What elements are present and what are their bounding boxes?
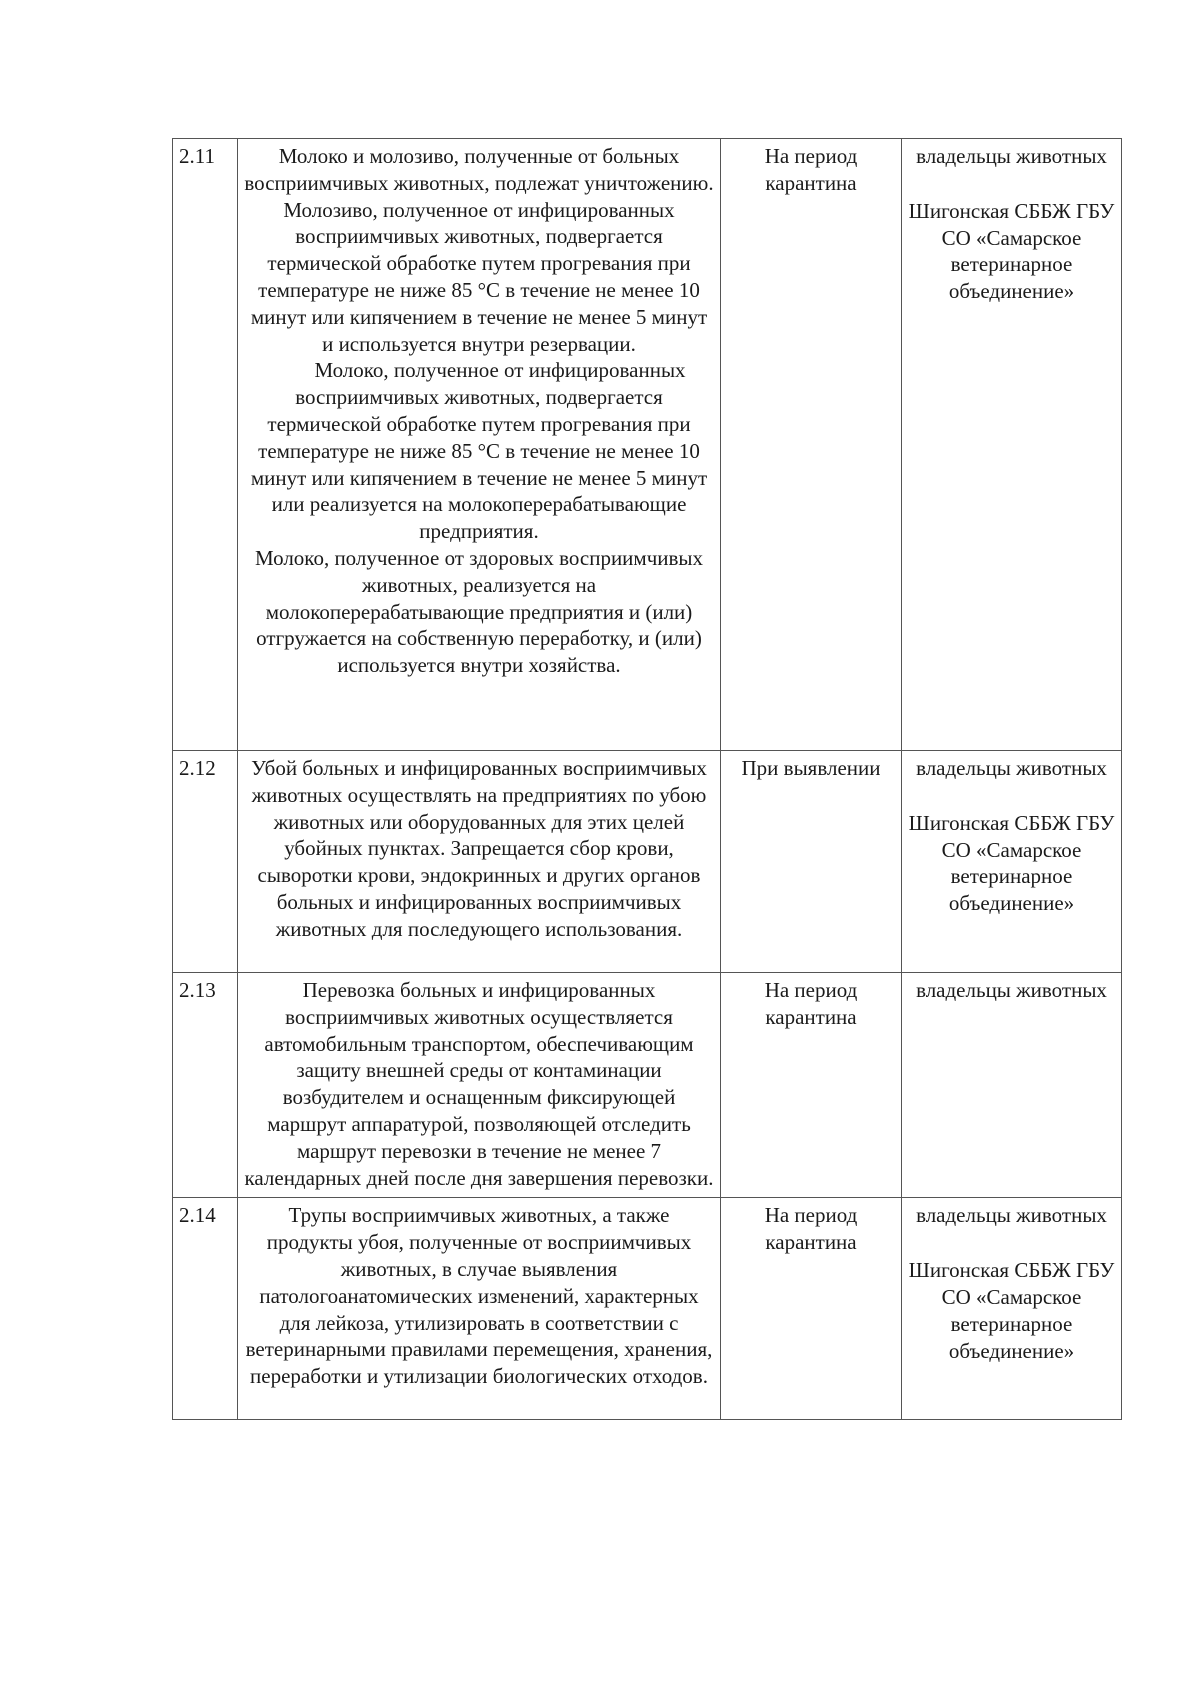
table-row — [173, 973, 1122, 1198]
table-row — [173, 139, 1122, 751]
description-paragraph: Убой больных и инфицированных восприимчивых животных осуществлять на предприятиях по убою животных или оборудованных для этих целей убойных пунктах. Запрещается сбор крови, сыворотки крови, эндокринных и других органов больных и инфицированных восприимчивых животных для последующего использования. — [251, 756, 707, 941]
row-number: 2.14 — [173, 1198, 238, 1420]
measure-description — [238, 1198, 721, 1420]
responsible-organization: Шигонская СББЖ ГБУ СО «Самарское ветеринарное объединение» — [908, 810, 1115, 916]
responsible-owner: владельцы животных — [916, 144, 1107, 168]
measure-description — [238, 973, 721, 1198]
measure-description — [238, 139, 721, 751]
description-paragraph: Трупы восприимчивых животных, а также продукты убоя, полученные от восприимчивых животных, в случае выявления патологоанатомических изменений, характерных для лейкоза, утилизировать в соответствии с ветеринарными правилами перемещения, хранения, переработки и утилизации биологических отходов. — [245, 1203, 713, 1389]
row-number: 2.12 — [173, 751, 238, 973]
row-number: 2.13 — [173, 973, 238, 1198]
responsible-organization: Шигонская СББЖ ГБУ СО «Самарское ветеринарное объединение» — [908, 1258, 1115, 1363]
description-paragraph: Перевозка больных и инфицированных восприимчивых животных осуществляется автомобильным транспортом, обеспечивающим защиту внешней среды от контаминации возбудителем и оснащенным фиксирующей маршрут аппаратурой, позволяющей отследить маршрут перевозки в течение не менее 7 календарных дней после дня завершения перевозки. — [244, 978, 714, 1190]
description-paragraph: Молоко, полученное от здоровых восприимчивых животных, реализуется на молокоперерабатывающие предприятия и (или) отгружается на собственную переработку, и (или) используется внутри хозяйства. — [254, 545, 704, 678]
table-row — [173, 1198, 1122, 1420]
measure-responsible — [902, 1198, 1122, 1420]
responsible-organization: Шигонская СББЖ ГБУ СО «Самарское ветеринарное объединение» — [908, 198, 1115, 304]
measure-period: При выявлении — [721, 751, 902, 973]
measure-period: На период карантина — [721, 1198, 902, 1420]
measure-responsible — [902, 139, 1122, 751]
measure-period: На период карантина — [721, 139, 902, 751]
responsible-owner: владельцы животных — [916, 978, 1107, 1002]
measure-responsible — [902, 751, 1122, 973]
description-paragraph: Молоко, полученное от инфицированных восприимчивых животных, подвергается термической обработке путем прогревания при температуре не ниже 85 °С в течение не менее 10 минут или кипячением в течение не менее 5 минут или реализуется на молокоперерабатывающие предприятия. — [250, 358, 708, 544]
row-number: 2.11 — [173, 139, 238, 751]
description-paragraph: Молоко и молозиво, полученные от больных восприимчивых животных, подлежат уничтожению. Молозиво, полученное от инфицированных восприимчивых животных, подвергается термической обработке путем прогревания при температуре не ниже 85 °С в течение не менее 10 минут или кипячением в течение не менее 5 минут и используется внутри резервации. — [244, 144, 714, 356]
table-row — [173, 751, 1122, 973]
measure-responsible — [902, 973, 1122, 1198]
measures-table — [172, 138, 1122, 1420]
responsible-owner: владельцы животных — [916, 1203, 1107, 1228]
measure-description — [238, 751, 721, 973]
measure-period: На период карантина — [721, 973, 902, 1198]
responsible-owner: владельцы животных — [916, 756, 1107, 780]
